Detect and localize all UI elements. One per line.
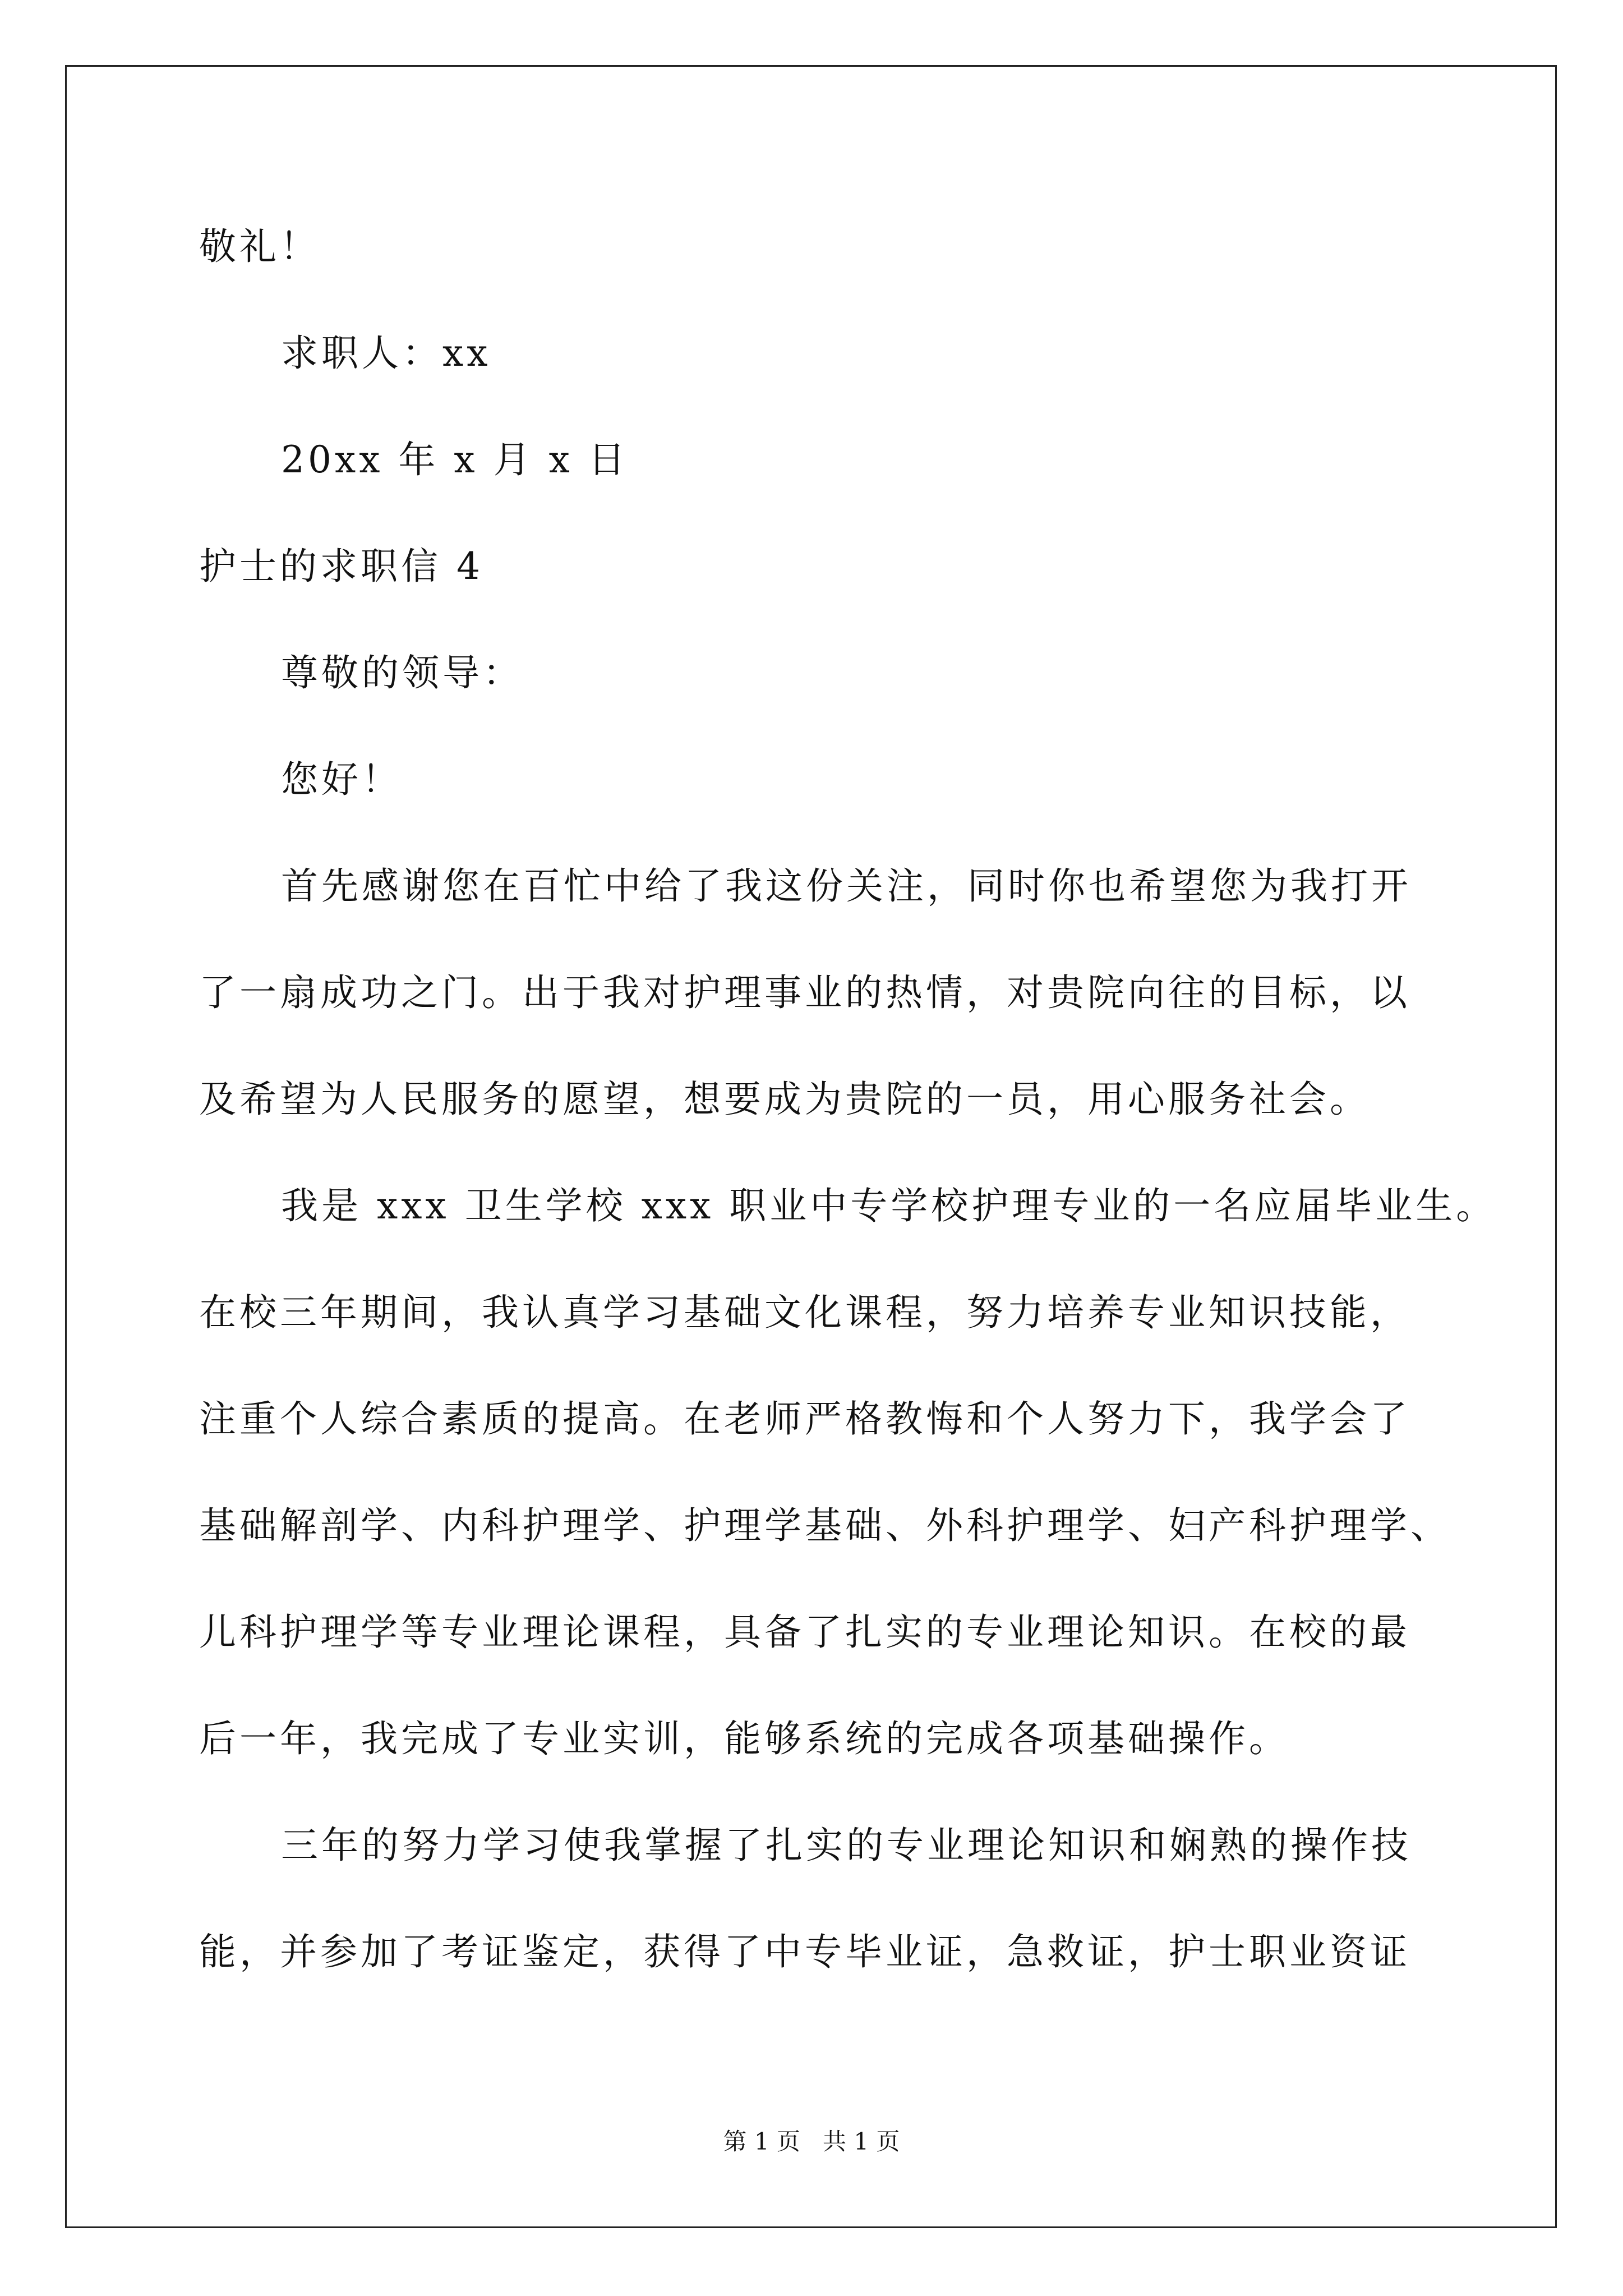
greeting-line: 尊敬的领导： <box>281 651 523 694</box>
paragraph-line: 注重个人综合素质的提高。在老师严格教悔和个人努力下，我学会了 <box>199 1397 1410 1441</box>
paragraph-line: 我是 xxx 卫生学校 xxx 职业中专学校护理专业的一名应届毕业生。 <box>281 1184 1497 1227</box>
section-title: 护士的求职信 4 <box>199 545 483 588</box>
paragraph-line: 基础解剖学、内科护理学、护理学基础、外科护理学、妇产科护理学、 <box>199 1504 1451 1547</box>
paragraph-line: 及希望为人民服务的愿望，想要成为贵院的一员，用心服务社会。 <box>199 1078 1370 1121</box>
paragraph-line: 在校三年期间，我认真学习基础文化课程，努力培养专业知识技能， <box>199 1291 1410 1334</box>
paragraph-line: 后一年，我完成了专业实训，能够系统的完成各项基础操作。 <box>199 1717 1289 1760</box>
closing-salutation: 敬礼！ <box>199 225 320 268</box>
letter-date: 20xx 年 x 月 x 日 <box>281 438 629 481</box>
paragraph-line: 儿科护理学等专业理论课程，具备了扎实的专业理论知识。在校的最 <box>199 1611 1410 1654</box>
paragraph-line: 首先感谢您在百忙中给了我这份关注，同时你也希望您为我打开 <box>281 864 1412 908</box>
paragraph-line: 了一扇成功之门。出于我对护理事业的热情，对贵院向往的目标，以 <box>199 971 1410 1014</box>
paragraph-line: 能，并参加了考证鉴定，获得了中专毕业证，急救证，护士职业资证 <box>199 1930 1410 1973</box>
applicant-signature: 求职人：xx <box>281 332 491 375</box>
paragraph-line: 三年的努力学习使我掌握了扎实的专业理论知识和娴熟的操作技 <box>281 1824 1412 1867</box>
page-footer: 第 1 页 共 1 页 <box>723 2128 900 2155</box>
page-frame <box>65 65 1557 2228</box>
greeting-hello: 您好！ <box>281 758 402 801</box>
